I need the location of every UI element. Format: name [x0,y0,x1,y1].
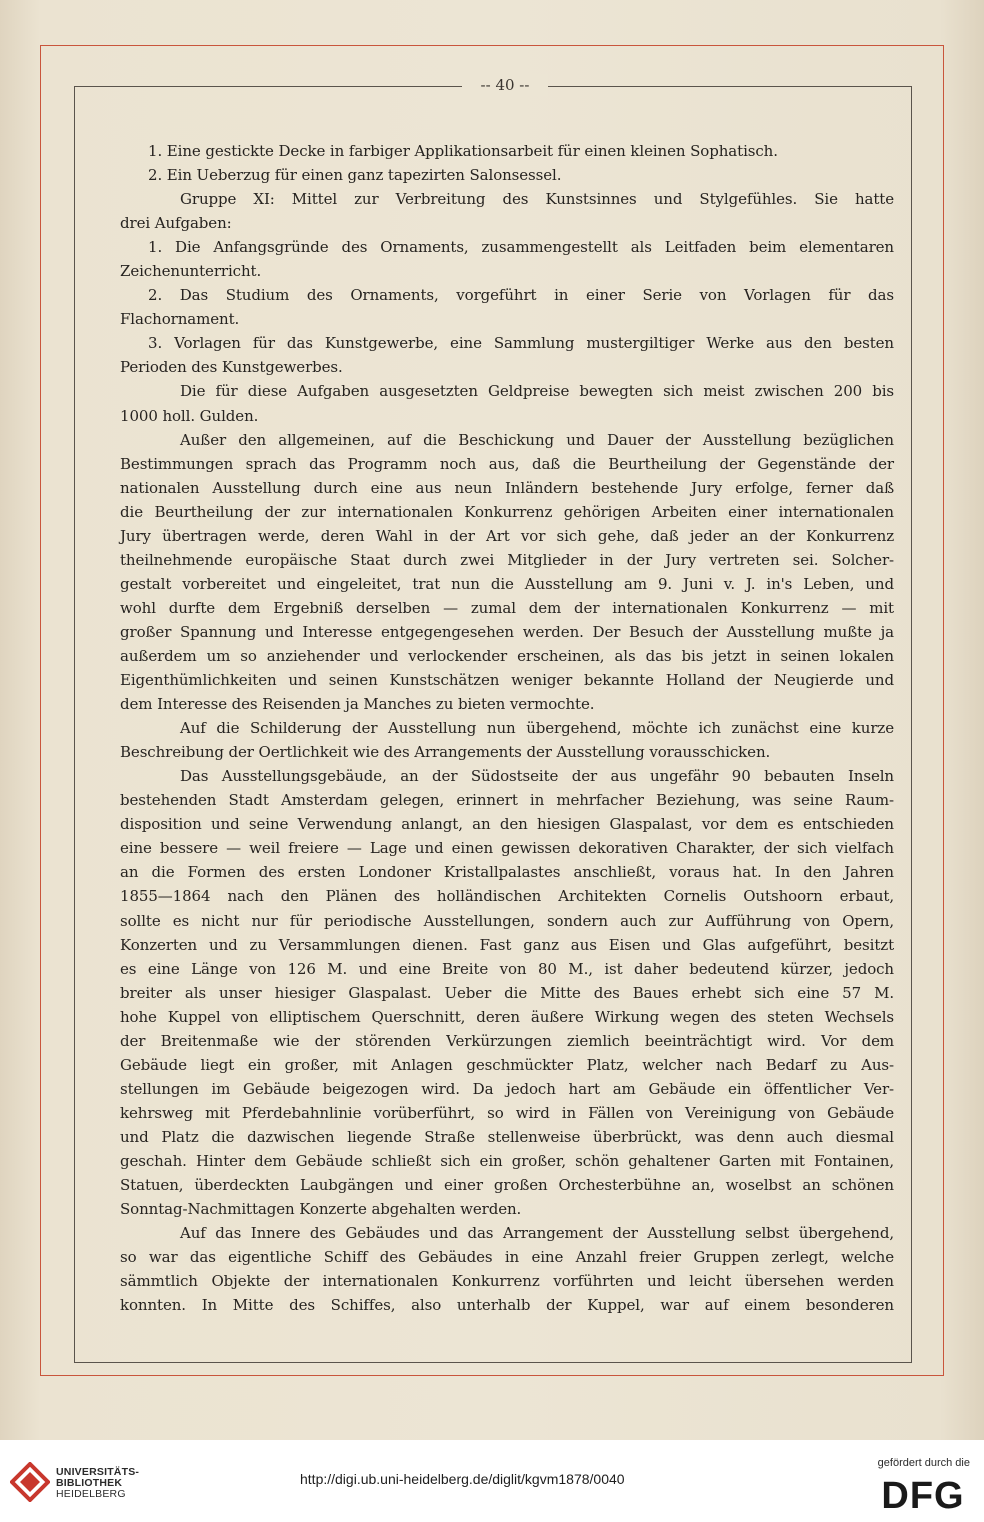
text-line: Statuen, überdeckten Laubgängen und einer großen Orchesterbühne an, woselbst an schönen [120,1176,894,1195]
text-line: kehrsweg mit Pferdebahnlinie vorüberführt, so wird in Fällen von Vereinigung von Gebäude [120,1103,894,1122]
text-line: so war das eigentliche Schiff des Gebäudes in eine Anzahl freier Gruppen zerlegt, welche [120,1248,894,1267]
dfg-logo-icon[interactable] [874,1474,972,1514]
dfg-logo-text: DFG [881,1475,965,1514]
text-line: konnten. In Mitte des Schiffes, also unterhalb der Kuppel, war auf einem besonderen [120,1296,894,1315]
library-line-1: UNIVERSITÄTS- [56,1466,140,1478]
text-line: Beschreibung der Oertlichkeit wie des Arrangements der Ausstellung vorausschicken. [120,743,771,762]
text-line: 2. Das Studium des Ornaments, vorgeführt in einer Serie von Vorlagen für das [148,286,894,305]
funding-note: gefördert durch die [877,1457,970,1469]
text-line: sämmtlich Objekte der internationalen Konkurrenz vorführten und leicht übersehen werden [120,1272,894,1291]
library-line-3: HEIDELBERG [56,1488,126,1500]
text-line: Sonntag-Nachmittagen Konzerte abgehalten werden. [120,1200,522,1219]
text-line: 3. Vorlagen für das Kunstgewerbe, eine Sammlung mustergiltiger Werke aus den besten [148,334,894,353]
text-line: disposition und seine Verwendung anlangt, an den hiesigen Glaspalast, vor dem es entschieden [120,815,894,834]
text-line: Gruppe XI: Mittel zur Verbreitung des Kunstsinnes und Stylgefühles. Sie hatte [180,190,894,209]
text-line: geschah. Hinter dem Gebäude schließt sich ein großer, schön gehaltener Garten mit Fontainen, [120,1151,894,1170]
text-line: Das Ausstellungsgebäude, an der Südostseite der aus ungefähr 90 bebauten Inseln [180,767,894,786]
text-line: bestehenden Stadt Amsterdam gelegen, erinnert in mehrfacher Beziehung, was seine Raum- [120,791,894,810]
text-line: Eigenthümlichkeiten und seinen Kunstschätzen weniger bekannte Holland der Neugierde und [120,671,894,690]
text-line: Außer den allgemeinen, auf die Beschickung und Dauer der Ausstellung bezüglichen [180,430,894,449]
text-line: 1855—1864 nach den Plänen des holländischen Architekten Cornelis Outshoorn erbaut, [120,887,894,906]
viewer-footer [0,1440,984,1522]
text-line: 1. Die Anfangsgründe des Ornaments, zusammengestellt als Leitfaden beim elementaren [148,238,894,257]
text-line: drei Aufgaben: [120,214,232,233]
text-line: 1. Eine gestickte Decke in farbiger Applikationsarbeit für einen kleinen Sophatisch. [148,142,778,160]
text-line: großer Spannung und Interesse entgegengesehen werden. Der Besuch der Ausstellung mußte ja [120,622,894,641]
text-line: die Beurtheilung der zur internationalen Konkurrenz gehörigen Arbeiten einer internationalen [120,502,894,521]
text-line: stellungen im Gebäude beigezogen wird. Da jedoch hart am Gebäude ein öffentlicher Ver- [120,1079,894,1098]
header-rule-right [548,86,912,87]
text-line: Die für diese Aufgaben ausgesetzten Geldpreise bewegten sich meist zwischen 200 bis [180,382,894,401]
text-line: Bestimmungen sprach das Programm noch aus, daß die Beurtheilung der Gegenstände der [120,454,894,473]
text-line: sollte es nicht nur für periodische Ausstellungen, sondern auch zur Aufführung von Opern, [120,911,894,930]
text-line: dem Interesse des Reisenden ja Manches zu bieten vermochte. [120,695,595,714]
text-line: Perioden des Kunstgewerbes. [120,358,343,377]
text-line: an die Formen des ersten Londoner Kristallpalastes anschließt, voraus hat. In den Jahren [120,863,894,882]
text-line: 2. Ein Ueberzug für einen ganz tapezirten Salonsessel. [148,166,562,185]
header-rule-left [74,86,462,87]
text-line: breiter als unser hiesiger Glaspalast. Ueber die Mitte des Baues erhebt sich eine 57 M. [120,983,894,1002]
library-line-2: BIBLIOTHEK [56,1477,123,1489]
university-library-logo-icon[interactable] [10,1462,50,1502]
text-line: Flachornament. [120,310,240,329]
text-line: Gebäude liegt ein großer, mit Anlagen geschmückter Platz, welcher nach Bedarf zu Aus- [120,1055,894,1074]
text-line: außerdem um so anziehender und verlockender erscheinen, als das bis jetzt in seinen lokalen [120,646,894,665]
text-line: nationalen Ausstellung durch eine aus neun Inländern bestehende Jury erfolge, ferner daß [120,478,894,497]
text-line: der Breitenmaße wie der störenden Verkürzungen ziemlich beeinträchtigt wird. Vor dem [120,1031,894,1050]
permalink-url[interactable]: http://digi.ub.uni-heidelberg.de/diglit/kgvm1878/0040 [300,1471,625,1487]
university-library-name[interactable] [56,1467,139,1500]
text-line: 1000 holl. Gulden. [120,406,259,425]
text-line: Zeichenunterricht. [120,262,262,281]
text-line: gestalt vorbereitet und eingeleitet, trat nun die Ausstellung am 9. Juni v. J. in's Leben, und [120,574,894,593]
text-line: Jury übertragen werde, deren Wahl in der Art vor sich gehe, daß jeder an der Konkurrenz [120,526,894,545]
text-line: Konzerten und zu Versammlungen dienen. Fast ganz aus Eisen und Glas aufgeführt, besitzt [120,935,894,954]
text-line: hohe Kuppel von elliptischem Querschnitt, deren äußere Wirkung wegen des steten Wechsels [120,1007,894,1026]
body-text [120,139,894,1317]
text-line: eine bessere — weil freiere — Lage und einen gewissen dekorativen Charakter, der sich vielfach [120,839,894,858]
text-line: und Platz die dazwischen liegende Straße stellenweise überbrückt, was denn auch diesmal [120,1127,894,1146]
text-line: Auf die Schilderung der Ausstellung nun übergehend, möchte ich zunächst eine kurze [180,719,894,738]
text-line: Auf das Innere des Gebäudes und das Arrangement der Ausstellung selbst übergehend, [180,1224,894,1243]
page-number: -- 40 -- [462,74,548,96]
text-line: es eine Länge von 126 M. und eine Breite von 80 M., ist daher bedeutend kürzer, jedoch [120,959,894,978]
text-line: wohl durfte dem Ergebniß derselben — zumal dem der internationalen Konkurrenz — mit [120,598,894,617]
text-line: theilnehmende europäische Staat durch zwei Mitglieder in der Jury vertreten sei. Solcher- [120,550,894,569]
